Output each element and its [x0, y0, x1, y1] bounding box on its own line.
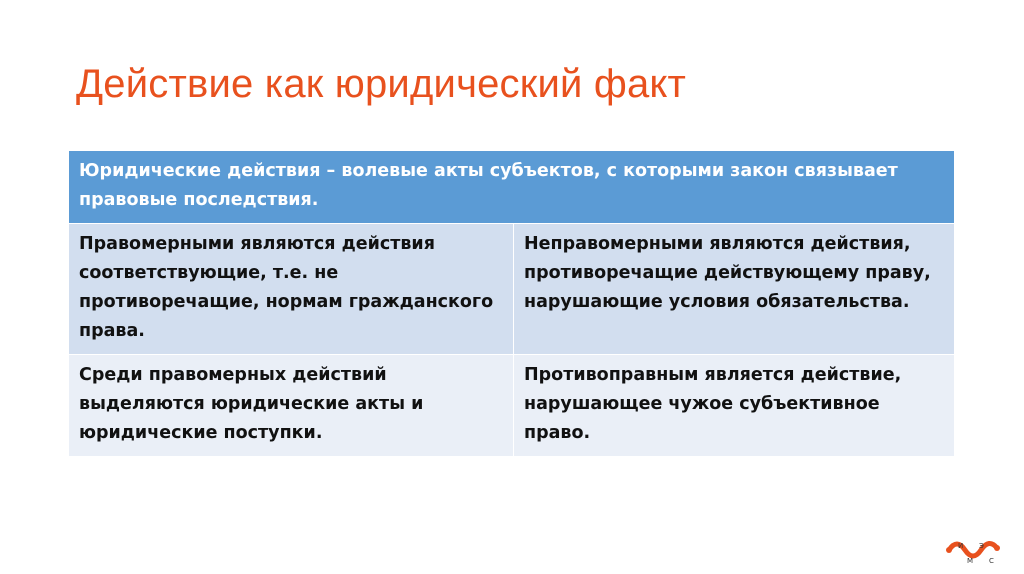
table-cell-unlawful: Неправомерными являются действия, противоречащие действующему праву, нарушающие условия обязательства. — [514, 224, 955, 355]
imes-logo-icon — [945, 536, 1005, 568]
facts-table — [68, 150, 955, 457]
table-cell-lawful: Правомерными являются действия соответствующие, т.е. не противоречащие, нормам гражданского права. — [69, 224, 514, 355]
logo-letter: С — [989, 557, 994, 565]
table-header-row — [69, 151, 955, 224]
slide-title: Действие как юридический факт — [76, 62, 687, 106]
logo-letter: И — [958, 542, 964, 550]
table-header-cell: Юридические действия – волевые акты субъектов, с которыми закон связывает правовые последствия. — [69, 151, 955, 224]
logo-letter: М — [967, 557, 974, 565]
table-row — [69, 224, 955, 355]
table-row — [69, 355, 955, 457]
logo-letter: Э — [979, 542, 984, 550]
table-cell-wrongful: Противоправным является действие, нарушающее чужое субъективное право. — [514, 355, 955, 457]
table-cell-lawful-types: Среди правомерных действий выделяются юридические акты и юридические поступки. — [69, 355, 514, 457]
